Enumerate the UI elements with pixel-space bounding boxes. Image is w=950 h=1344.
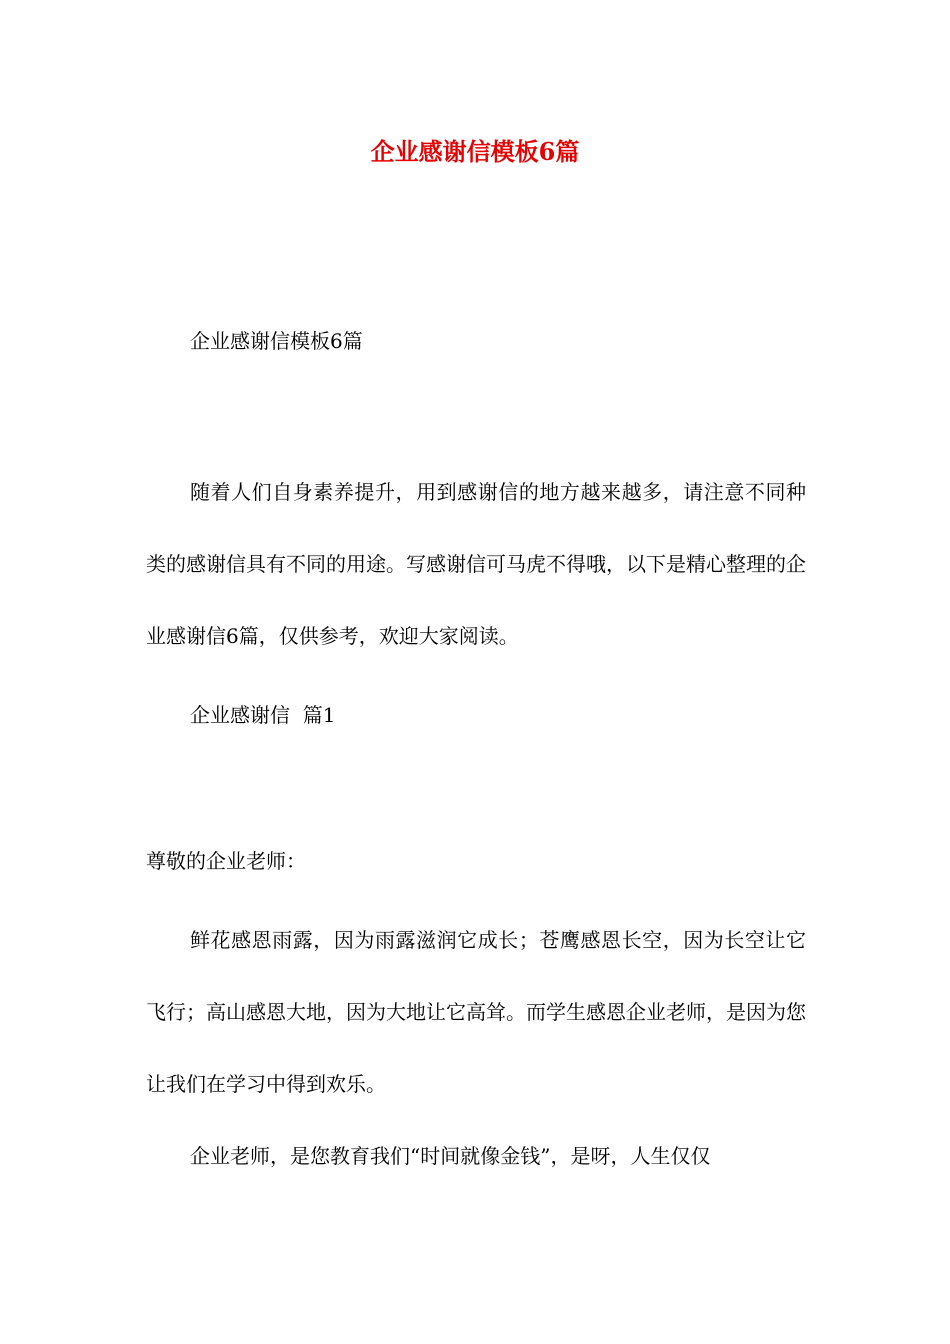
section-heading: 企业感谢信 篇1 bbox=[190, 703, 336, 727]
intro-paragraph: 随着人们自身素养提升，用到感谢信的地方越来越多，请注意不同种类的感谢信具有不同的用途。写感谢信可马虎不得哦，以下是精心整理的企业感谢信6篇，仅供参考，欢迎大家阅读。 bbox=[146, 480, 806, 648]
body-paragraph-2: 企业老师，是您教育我们“时间就像金钱”，是呀，人生仅仅 bbox=[190, 1144, 711, 1168]
salutation: 尊敬的企业老师： bbox=[146, 849, 306, 873]
document-subtitle: 企业感谢信模板6篇 bbox=[190, 329, 363, 353]
body-paragraph-1: 鲜花感恩雨露，因为雨露滋润它成长；苍鹰感恩长空，因为长空让它飞行；高山感恩大地，因为大地让它高耸。而学生感恩企业老师，是因为您让我们在学习中得到欢乐。 bbox=[146, 928, 806, 1096]
document-title: 企业感谢信模板6篇 bbox=[370, 137, 580, 166]
